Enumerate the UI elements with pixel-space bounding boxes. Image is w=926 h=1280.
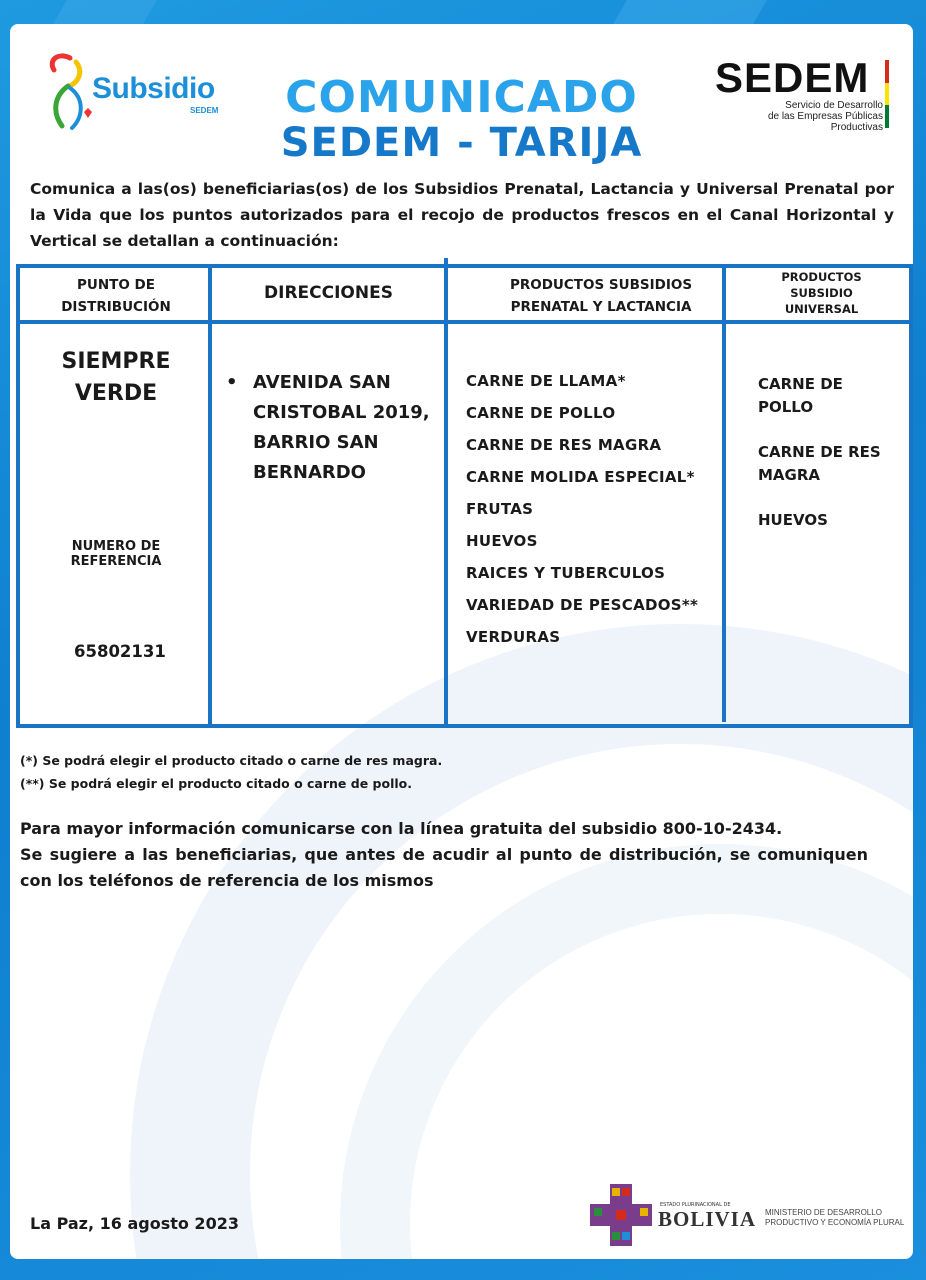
ministry-text: MINISTERIO DE DESARROLLO PRODUCTIVO Y ECONOMÍA PLURAL: [765, 1208, 905, 1227]
header-punto-distribucion: PUNTO DE DISTRIBUCIÓN: [61, 277, 171, 315]
sedem-logo-text: SEDEM: [715, 54, 870, 101]
list-item: CARNE DE POLLO: [758, 375, 843, 416]
sedem-logo: [715, 54, 895, 134]
info-suggestion: Se sugiere a las beneficiarias, que antes de acudir al punto de distribución, se comuniquen con los teléfonos de referencia de los mismos: [20, 845, 868, 890]
reference-number: 65802131: [74, 642, 166, 661]
bolivia-text: BOLIVIA: [658, 1207, 757, 1231]
list-item: CARNE DE RES MAGRA: [758, 443, 881, 484]
subsidio-logo-subtext: SEDEM: [190, 106, 219, 115]
announcement-card: [10, 24, 913, 1259]
background-stripe: [53, 0, 157, 24]
list-item: HUEVOS: [466, 532, 538, 550]
list-item: FRUTAS: [466, 500, 534, 518]
distribution-point-name: SIEMPRE VERDE: [61, 349, 171, 406]
table-border: [909, 264, 913, 724]
page-subtitle: SEDEM - TARIJA: [280, 120, 643, 166]
info-line: Para mayor información comunicarse con la línea gratuita del subsidio 800-10-2434.: [20, 819, 783, 838]
subsidio-logo-text: Subsidio: [92, 72, 215, 105]
list-item: VERDURAS: [466, 628, 561, 646]
date: La Paz, 16 agosto 2023: [30, 1214, 239, 1233]
flag-bar-icon: [885, 60, 889, 128]
address-bullet: •: [226, 372, 238, 393]
list-item: VARIEDAD DE PESCADOS**: [466, 596, 699, 614]
list-item: RAICES Y TUBERCULOS: [466, 564, 666, 582]
table-border: [16, 724, 913, 728]
table-border: [208, 264, 212, 724]
list-item: HUEVOS: [758, 511, 828, 529]
list-item: CARNE DE RES MAGRA: [466, 436, 662, 454]
table-border: [16, 320, 913, 324]
estado-text: ESTADO PLURINACIONAL DE: [660, 1202, 731, 1208]
background-stripe: [613, 0, 767, 24]
list-item: CARNE DE POLLO: [466, 404, 616, 422]
bolivia-ministry-logo: [590, 1184, 910, 1244]
prenatal-products-list: [466, 365, 726, 653]
sedem-logo-description: Servicio de Desarrollo de las Empresas Públicas Productivas: [767, 100, 883, 133]
bolivia-emblem-icon: [590, 1184, 652, 1246]
header-productos-universal: PRODUCTOS SUBSIDIO UNIVERSAL: [781, 270, 862, 316]
address: AVENIDA SAN CRISTOBAL 2019, BARRIO SAN BERNARDO: [253, 372, 430, 483]
list-item: CARNE DE LLAMA*: [466, 372, 626, 390]
intro-paragraph: Comunica a las(os) beneficiarias(os) de los Subsidios Prenatal, Lactancia y Universal Prenatal por la Vida que los puntos autorizados para el recojo de productos frescos en el Canal Horizontal y Vertical se detallan a continuación:: [30, 180, 894, 250]
table-border: [444, 258, 448, 724]
distribution-table: [16, 264, 913, 729]
header-productos-prenatal: PRODUCTOS SUBSIDIOS PRENATAL Y LACTANCIA: [509, 277, 693, 315]
table-border: [16, 264, 913, 268]
header-direcciones: DIRECCIONES: [264, 283, 393, 303]
reference-label: NUMERO DE REFERENCIA: [70, 539, 162, 569]
footnote-2: (**) Se podrá elegir el producto citado o carne de pollo.: [20, 776, 412, 791]
universal-products-list: [758, 373, 898, 532]
footnote-1: (*) Se podrá elegir el producto citado o carne de res magra.: [20, 753, 443, 768]
list-item: CARNE MOLIDA ESPECIAL*: [466, 468, 695, 486]
table-border: [16, 264, 20, 724]
page-title: COMUNICADO: [285, 72, 638, 123]
